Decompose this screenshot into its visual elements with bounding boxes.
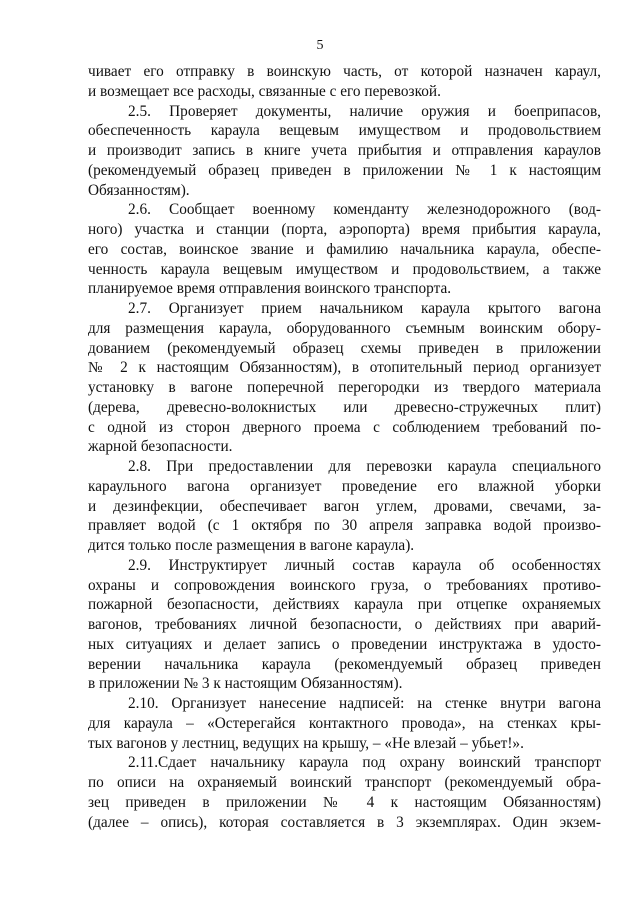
paragraph-first-line: 2.5. Проверяет документы, наличие оружия и боеприпасов, — [128, 102, 601, 120]
page-number: 5 — [316, 38, 324, 53]
text-line: охраны и сопровождения воинского груза, о требованиях противо- — [88, 576, 601, 594]
text-line: и дезинфекции, обеспечивает вагон углем, дровами, свечами, за- — [88, 497, 601, 515]
text-line: ченность караула вещевым имуществом и продовольствием, а также — [88, 260, 601, 278]
text-line: его состав, воинское звание и фамилию начальника караула, обеспе- — [88, 240, 601, 258]
text-line: Обязанностям). — [88, 181, 190, 199]
text-line: установку в вагоне поперечной перегородки из твердого материала — [88, 379, 601, 396]
text-line: ных ситуациях и делает запись о проведении инструктажа в удосто- — [88, 635, 601, 653]
text-line: чивает его отправку в воинскую часть, от которой назначен караул, — [88, 63, 601, 80]
text-line: (далее – опись), которая составляется в 3 экземплярах. Один экзем- — [88, 813, 601, 831]
body-text — [88, 62, 601, 832]
text-line: для размещения караула, оборудованного съемным воинским обору- — [88, 319, 601, 337]
text-line: и производит запись в книге учета прибытия и отправления караулов — [88, 142, 601, 159]
paragraph-first-line: 2.11.Сдает начальнику караула под охрану воинский транспорт — [128, 754, 601, 772]
text-line: пожарной безопасности, действиях караула при отцепке охраняемых — [88, 596, 601, 614]
paragraph-first-line: 2.10. Организует нанесение надписей: на стенке внутри вагона — [128, 695, 601, 712]
text-line: ного) участка и станции (порта, аэропорта) время прибытия караула, — [88, 221, 601, 238]
text-line: с одной из сторон дверного проема с соблюдением требований по- — [88, 418, 601, 436]
paragraph-first-line: 2.9. Инструктирует личный состав караула об особенностях — [128, 556, 601, 574]
text-line: № 2 к настоящим Обязанностям), в отопительный период организует — [88, 359, 601, 377]
text-line: в приложении № 3 к настоящим Обязанностям). — [88, 675, 403, 693]
text-line: жарной безопасности. — [88, 438, 233, 456]
text-line: зец приведен в приложении № 4 к настоящим Обязанностям) — [88, 793, 601, 811]
text-line: дится только после размещения в вагоне караула). — [88, 537, 415, 554]
text-line: тых вагонов у лестниц, ведущих на крышу, – «Не влезай – убьет!». — [88, 734, 524, 752]
text-line: вагонов, требованиях личной безопасности, о действиях при аварий- — [88, 616, 601, 633]
text-line: и возмещает все расходы, связанные с его перевозкой. — [88, 82, 441, 100]
text-line: (рекомендуемый образец приведен в приложении № 1 к настоящим — [88, 161, 601, 179]
paragraph-first-line: 2.7. Организует прием начальником караула крытого вагона — [128, 300, 601, 317]
text-line: планируемое время отправления воинского транспорта. — [88, 280, 452, 298]
text-line: по описи на охраняемый воинский транспорт (рекомендуемый обра- — [88, 774, 601, 791]
text-line: обеспеченность караула вещевым имуществом и продовольствием — [88, 122, 601, 140]
paragraph-first-line: 2.8. При предоставлении для перевозки караула специального — [128, 458, 601, 475]
text-line: дованием (рекомендуемый образец схемы приведен в приложении — [88, 339, 601, 357]
text-line: для караула – «Остерегайся контактного провода», на стенках кры- — [88, 714, 601, 732]
text-line: (дерева, древесно-волокнистых или древесно-стружечных плит) — [88, 398, 601, 416]
paragraph-first-line: 2.6. Сообщает военному коменданту железнодорожного (вод- — [128, 201, 601, 219]
text-line: караульного вагона организует проведение его влажной уборки — [88, 477, 601, 495]
text-line: правляет водой (с 1 октября по 30 апреля заправка водой произво- — [88, 517, 601, 535]
text-line: верении начальника караула (рекомендуемый образец приведен — [88, 655, 601, 673]
